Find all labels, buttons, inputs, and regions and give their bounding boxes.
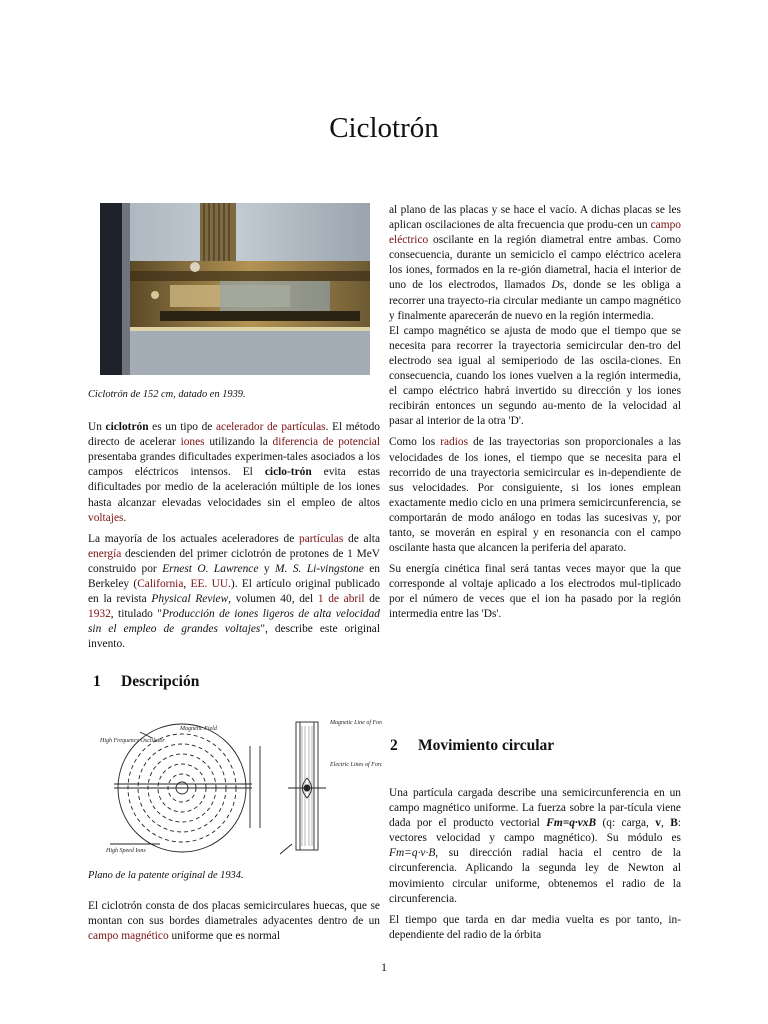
italic-text: M. S. Li-vingstone: [275, 562, 364, 575]
section-heading-movimiento-circular: 2 Movimiento circular: [390, 737, 555, 754]
body-text: . El método directo de acelerar: [88, 421, 380, 449]
intro-paragraph-1: [88, 420, 380, 526]
bold-text: ciclotrón: [105, 421, 149, 434]
body-text: de alta: [343, 532, 381, 545]
wiki-link[interactable]: 1932: [88, 608, 111, 621]
body-text: y: [258, 562, 276, 575]
intro-paragraph-2: [88, 532, 380, 653]
section-heading-descripcion: 1 Descripción: [93, 673, 200, 690]
wiki-link[interactable]: EE. UU.: [190, 578, 231, 591]
body-text: (q: carga,: [596, 817, 656, 830]
formula-text: Fm=q·vxB: [546, 817, 597, 830]
body-text: La mayoría de los actuales aceleradores de: [88, 532, 300, 545]
cyclotron-photo-image: [100, 203, 370, 375]
patent-label-ef: Electric Lines of Force: [330, 762, 382, 768]
body-text: El ciclotrón consta de dos placas semicirculares huecas, que se montan con sus bordes diametrales adyacentes dentro de un: [88, 900, 380, 928]
body-text: oscilante en la región diametral entre ambas. Como consecuencia, durante un semiciclo el campo eléctrico acelera los iones, formados en la re-gión diametral, hacia el interior de uno de los electrodos, llamados: [389, 234, 681, 292]
wiki-link[interactable]: diferencia de potencial: [272, 436, 380, 449]
figure1-caption: Ciclotrón de 152 cm, datado en 1939.: [88, 389, 246, 400]
body-text: en Berkeley (: [88, 562, 380, 591]
movimiento-paragraph-1: [389, 786, 681, 907]
body-text: de las trayectorias son proporcionales a las velocidades de los iones, el tiempo que se necesita para el recorrido de una trayectoria semicircular es in-dependiente de sus velocidades. Por consiguiente, si los iones emplean exactamente medio ciclo en una primera semicircunferencia, se comportarán de modo análogo en todas las sucesivas y, por tanto, se moverán en espiral y en resonancia con el campo oscilante hasta que alcancen la periferia del aparato.: [389, 436, 681, 555]
body-text: Como los: [389, 436, 441, 449]
page-title: Ciclotrón: [329, 112, 439, 144]
body-text: Una partícula cargada describe una semicircunferencia en un campo magnético uniforme. La fuerza sobre la par-tícula viene dada por el producto vectorial: [389, 787, 681, 830]
body-text: Un: [88, 421, 106, 434]
bold-text: v: [655, 817, 661, 830]
patent-drawing: [100, 716, 382, 856]
patent-label-ml: Magnetic Line of Force: [330, 720, 382, 726]
body-text: evita estas dificultades por medio de la aceleración múltiple de los iones hasta alcanzar elevadas velocidades sin el empleo de altos: [88, 466, 380, 509]
wiki-link[interactable]: partículas: [299, 532, 344, 545]
italic-text: Fm=q·v·B: [389, 847, 436, 860]
body-text: , volumen 40, del: [228, 593, 318, 606]
body-text: Su energía cinética final será tantas veces mayor que la que corresponde al voltaje aplicado a los electrodos mul-tiplicado por el número de veces que el ion ha pasado por la región intermedia entre las 'Ds'.: [389, 563, 681, 621]
body-text: al plano de las placas y se hace el vacío. A dichas placas se les aplican oscilaciones de alta frecuencia que produ-cen un: [389, 204, 681, 232]
right-paragraph-1: [389, 203, 681, 324]
patent-label-hf: High Frequency Oscillator: [100, 738, 165, 744]
left-column-lower: [88, 868, 380, 950]
right-paragraph-2: [389, 324, 681, 430]
wiki-link[interactable]: radios: [440, 436, 469, 449]
wiki-link[interactable]: California: [137, 578, 184, 591]
italic-text: Ernest O. Lawrence: [162, 562, 259, 575]
right-paragraph-4: [389, 562, 681, 622]
bold-text: ciclo-trón: [264, 466, 312, 479]
body-text: de: [364, 593, 380, 606]
figure2-caption: Plano de la patente original de 1934.: [88, 870, 244, 881]
patent-drawing-image: [100, 716, 382, 856]
body-text: descienden del primer ciclotrón de protones de 1 MeV construido por: [88, 547, 380, 575]
page-number: 1: [381, 960, 387, 974]
italic-text: Producción de iones ligeros de alta velocidad sin el empleo de grandes voltajes: [88, 608, 380, 636]
italic-text: Physical Review: [151, 593, 229, 606]
wiki-link[interactable]: energía: [88, 547, 122, 560]
body-text: , titulado ": [110, 608, 162, 621]
wiki-link[interactable]: iones: [180, 436, 205, 449]
right-column-lower: [389, 786, 681, 949]
cyclotron-photo: [100, 203, 370, 375]
body-text: presentaba grandes dificultades experimen-tales asociados a los campos eléctricos intensos. El: [88, 451, 380, 479]
wiki-link[interactable]: voltajes: [88, 511, 124, 524]
body-text: , su dirección radial hacia el centro de la circunferencia. Aplicando la segunda ley de Newton al movimiento circular uniforme, obtenemos el radio de la circunferencia.: [389, 847, 681, 905]
movimiento-paragraph-2: [389, 913, 681, 943]
body-text: : vectores velocidad y campo magnético). Su módulo es: [389, 817, 681, 845]
wiki-link[interactable]: campo magnético: [88, 930, 169, 943]
body-text: uniforme que es normal: [168, 930, 280, 943]
right-paragraph-3: [389, 435, 681, 556]
body-text: utilizando la: [204, 436, 273, 449]
wiki-link[interactable]: campo eléctrico: [389, 219, 681, 247]
body-text: ,: [660, 817, 671, 830]
body-text: ,: [183, 578, 191, 591]
body-text: es un tipo de: [148, 421, 216, 434]
body-text: El tiempo que tarda en dar media vuelta es por tanto, in-dependiente del radio de la órbita: [389, 913, 681, 941]
wiki-link[interactable]: acelerador de partículas: [215, 421, 326, 434]
body-text: ", describe este original invento.: [88, 623, 380, 651]
body-text: .: [123, 511, 127, 524]
patent-label-mf: Magnetic Field: [180, 726, 217, 732]
right-column: [389, 203, 681, 629]
body-text: ). El artículo original publicado en la revista: [88, 578, 380, 606]
left-column: [88, 203, 380, 659]
description-paragraph-1: [88, 899, 380, 944]
wiki-link[interactable]: 1 de abril: [317, 593, 365, 606]
patent-label-hs: High Speed Ions: [106, 848, 146, 854]
italic-text: Ds: [551, 279, 565, 292]
body-text: , donde se les obliga a recorrer una trayecto-ria circular mediante un campo magnético y finalmente aparecerán de nuevo en la región intermedia.: [389, 279, 681, 322]
body-text: El campo magnético se ajusta de modo que el tiempo que se necesita para recorrer la trayectoria semicircular den-tro del electrodo sea igual al semiperiodo de las oscila-ciones. En consecuencia, cuando los iones vuelven a la región intermedia, el campo eléctrico habrá invertido su dirección y los iones recibirán entonces un segundo au-mento de la velocidad al pasar al interior de la otra 'D'.: [389, 324, 681, 428]
bold-text: B: [670, 817, 678, 830]
